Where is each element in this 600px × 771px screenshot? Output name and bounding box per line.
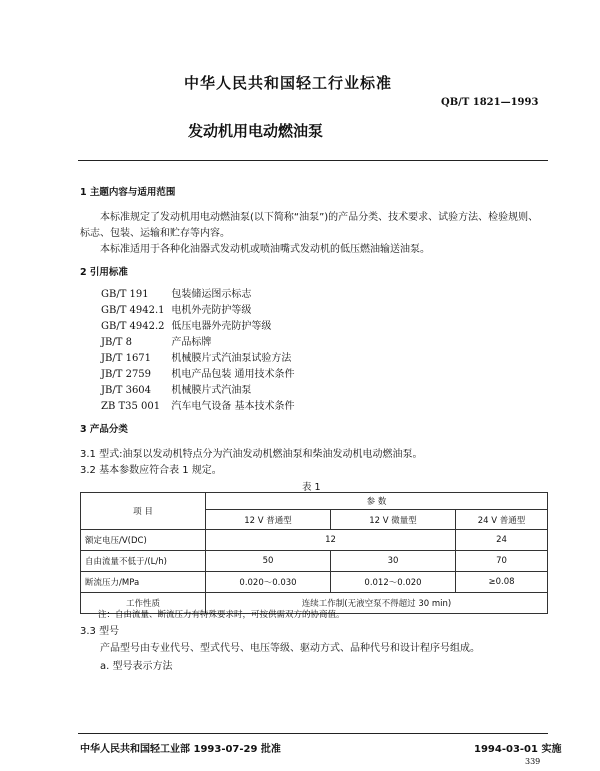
clause-3-1: 3.1 型式:油泵以发动机特点分为汽油发动机燃油泵和柴油发动机电动燃油泵。 [80, 449, 423, 460]
effective-date: 1994-03-01 实施 [474, 744, 562, 755]
column-head: 12 V 普通型 [206, 510, 331, 530]
parameter-header: 参 数 [206, 493, 548, 510]
column-head: 24 V 普通型 [456, 510, 548, 530]
table-note: 注：自由流量、断流压力有特殊要求时，可按供需双方的协商值。 [98, 610, 345, 620]
reference-code: ZB T35 001 [101, 401, 161, 412]
reference-code: JB/T 1671 [101, 353, 152, 364]
header-rule [78, 160, 548, 161]
org-title: 中华人民共和国轻工行业标准 [184, 74, 393, 92]
reference-code: GB/T 4942.2 [101, 321, 165, 332]
row-label: 额定电压/V(DC) [81, 530, 206, 551]
document-title: 发动机用电动燃油泵 [188, 122, 324, 140]
approval-line: 中华人民共和国轻工业部 1993-07-29 批准 [80, 744, 281, 755]
table-caption: 表 1 [302, 482, 321, 493]
reference-item [101, 333, 211, 348]
section1-heading: 1 主题内容与适用范围 [80, 187, 176, 198]
footer-rule [78, 733, 548, 734]
table-cell: 12 [206, 530, 456, 551]
reference-item [101, 397, 295, 412]
reference-item [101, 317, 271, 332]
parameters-table [80, 492, 548, 614]
reference-item [101, 285, 251, 300]
table-cell: 连续工作制(无液空泵不得超过 30 min) [206, 593, 548, 614]
section1-paragraph2: 本标准适用于各种化油器式发动机或喷油嘴式发动机的低压燃油输送油泵。 [100, 244, 430, 255]
clause-3-3-heading: 3.3 型号 [80, 626, 120, 637]
table-cell: 0.020～0.030 [206, 572, 331, 593]
reference-title: 汽车电气设备 基本技术条件 [171, 401, 295, 412]
reference-title: 包装储运图示标志 [171, 289, 252, 300]
table-row [81, 572, 548, 593]
row-label: 工作性质 [81, 593, 206, 614]
reference-code: GB/T 4942.1 [101, 305, 165, 316]
section1-paragraph1-line1: 本标准规定了发动机用电动燃油泵(以下简称“油泵”)的产品分类、技术要求、试验方法、检验规则、 [100, 212, 539, 223]
clause-3-3-text: 产品型号由专业代号、型式代号、电压等级、驱动方式、品种代号和设计程序号组成。 [100, 643, 480, 654]
reference-title: 产品标牌 [171, 337, 212, 348]
clause-3-2: 3.2 基本参数应符合表 1 规定。 [80, 465, 222, 476]
column-head: 12 V 微量型 [331, 510, 456, 530]
reference-item [101, 349, 291, 364]
reference-title: 低压电器外壳防护等级 [171, 321, 272, 332]
table-cell: ≥0.08 [456, 572, 548, 593]
reference-item [101, 365, 295, 380]
table-cell: 24 [456, 530, 548, 551]
table-cell: 50 [206, 551, 331, 572]
item-header: 项 目 [81, 493, 206, 530]
reference-title: 电机外壳防护等级 [171, 305, 252, 316]
table-cell: 70 [456, 551, 548, 572]
reference-title: 机电产品包装 通用技术条件 [171, 369, 295, 380]
standard-number: QB/T 1821—1993 [441, 97, 539, 108]
table-row [81, 530, 548, 551]
reference-title: 机械膜片式汽油泵 [171, 385, 252, 396]
table-row [81, 551, 548, 572]
reference-code: JB/T 3604 [101, 385, 152, 396]
clause-3-3-a: a. 型号表示方法 [100, 661, 173, 672]
reference-item [101, 301, 251, 316]
reference-title: 机械膜片式汽油泵试验方法 [171, 353, 292, 364]
row-label: 断流压力/MPa [81, 572, 206, 593]
reference-code: JB/T 2759 [101, 369, 152, 380]
table-cell: 30 [331, 551, 456, 572]
row-label: 自由流量不低于/(L/h) [81, 551, 206, 572]
section1-paragraph1-line2: 标志、包装、运输和贮存等内容。 [80, 228, 230, 239]
reference-code: JB/T 8 [101, 337, 132, 348]
section2-heading: 2 引用标准 [80, 267, 128, 278]
page-number: 339 [525, 757, 541, 766]
table-cell: 0.012～0.020 [331, 572, 456, 593]
section3-heading: 3 产品分类 [80, 424, 128, 435]
reference-code: GB/T 191 [101, 289, 149, 300]
table-header-row [81, 493, 548, 510]
reference-item [101, 381, 251, 396]
